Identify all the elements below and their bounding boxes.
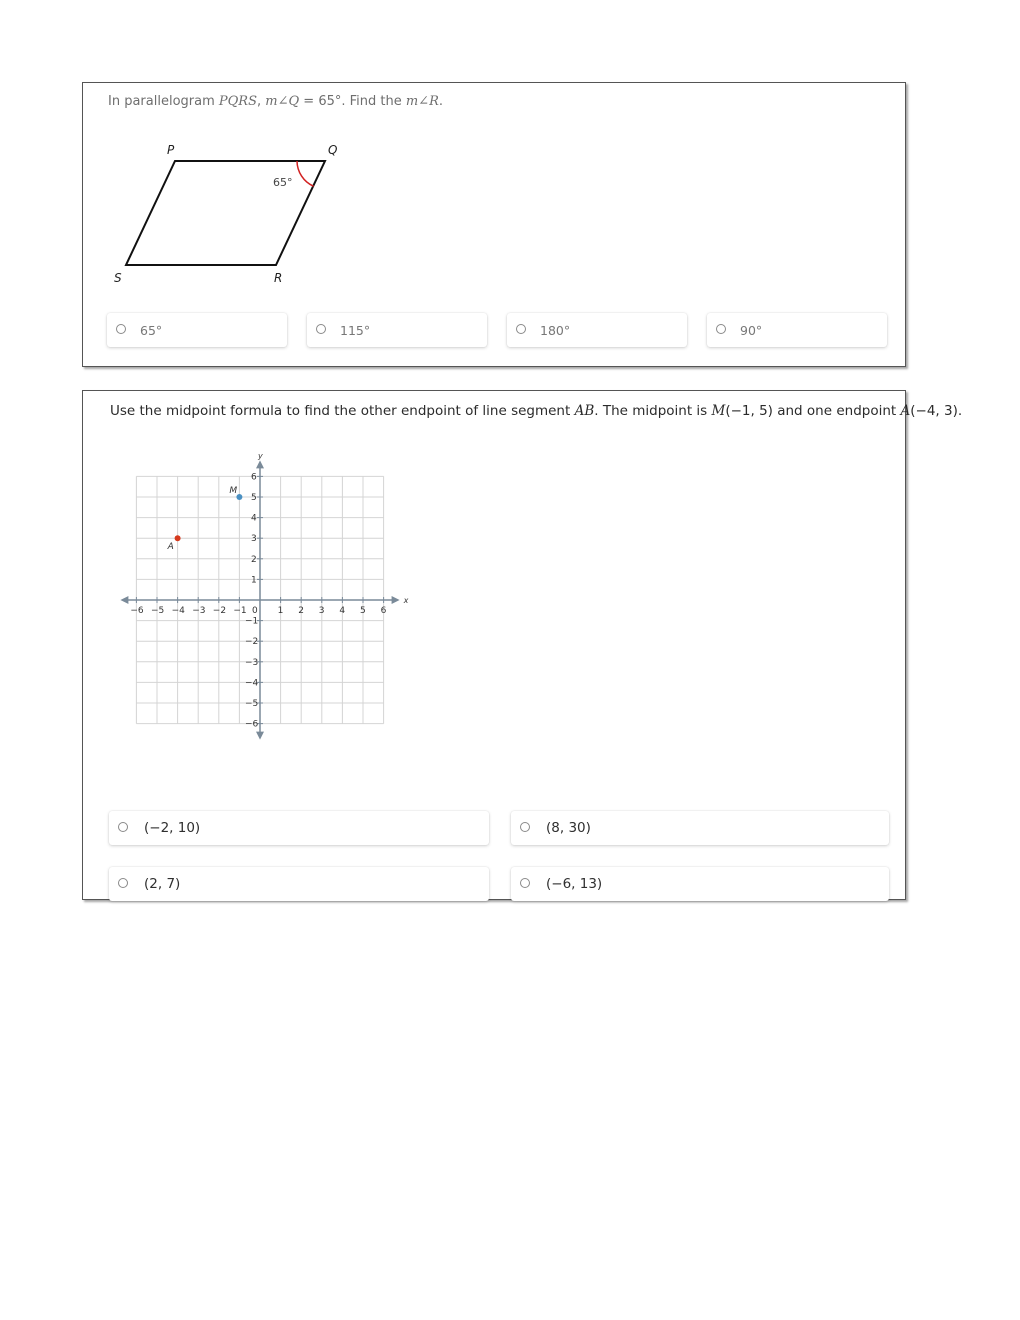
- x-tick-label: 6: [380, 606, 387, 616]
- x-axis-label: x: [403, 596, 409, 605]
- x-tick-label: 4: [339, 606, 346, 616]
- radio-button[interactable]: [520, 822, 530, 832]
- x-tick-label: 1: [277, 606, 284, 616]
- x-axis-arrow-right: [392, 596, 400, 604]
- radio-button[interactable]: [118, 822, 128, 832]
- vertex-label-s: S: [114, 271, 122, 285]
- vertex-label-r: R: [274, 271, 283, 285]
- coordinate-plane: [83, 391, 423, 751]
- answer-choice-8-30[interactable]: [511, 811, 889, 845]
- choice-label: 90°: [740, 323, 763, 338]
- angle-arc: [297, 161, 314, 186]
- choice-label: (−2, 10): [144, 820, 201, 836]
- y-tick-label: −1: [245, 616, 259, 627]
- point-a: [175, 535, 181, 541]
- question-prompt: In parallelogram PQRS, m∠Q = 65°. Find the m∠R.: [108, 94, 444, 109]
- y-tick-label: −3: [245, 657, 259, 668]
- answer-choice-neg2-10[interactable]: [109, 811, 489, 845]
- vertex-label-q: Q: [328, 143, 338, 157]
- y-tick-label: −2: [245, 637, 259, 648]
- y-tick-label: 3: [251, 534, 257, 545]
- y-tick-label: 4: [251, 513, 257, 524]
- radio-button[interactable]: [118, 878, 128, 888]
- answer-choice-65[interactable]: [107, 313, 287, 347]
- y-tick-label: 2: [251, 554, 257, 565]
- point-m: [236, 494, 242, 500]
- radio-button[interactable]: [516, 324, 526, 334]
- y-axis-arrow-up: [256, 460, 264, 468]
- y-tick-label: −4: [245, 678, 259, 689]
- choice-label: (2, 7): [144, 876, 181, 892]
- question-card-parallelogram: [82, 82, 906, 367]
- point-label-m: M: [229, 486, 238, 496]
- answer-choice-2-7[interactable]: [109, 867, 489, 901]
- x-tick-label: 3: [318, 606, 325, 616]
- radio-button[interactable]: [716, 324, 726, 334]
- answer-choice-90[interactable]: [707, 313, 887, 347]
- choice-label: 115°: [340, 323, 371, 338]
- choice-label: (−6, 13): [546, 876, 603, 892]
- x-tick-label: −1: [233, 606, 247, 616]
- x-tick-label: −4: [171, 606, 185, 616]
- x-tick-label: −6: [130, 606, 144, 616]
- choice-label: 65°: [140, 323, 163, 338]
- x-tick-label: −3: [192, 606, 206, 616]
- radio-button[interactable]: [116, 324, 126, 334]
- parallelogram-figure: [83, 83, 383, 293]
- vertex-label-p: P: [167, 143, 175, 157]
- x-tick-label: 0: [252, 606, 258, 616]
- question-card-midpoint: [82, 390, 963, 900]
- x-tick-label: 5: [360, 606, 366, 616]
- radio-button[interactable]: [520, 878, 530, 888]
- radio-button[interactable]: [316, 324, 326, 334]
- x-tick-label: 2: [298, 606, 304, 616]
- y-tick-label: 6: [251, 472, 257, 483]
- y-tick-label: −5: [245, 699, 259, 709]
- question-prompt: Use the midpoint formula to find the other endpoint of line segment AB. The midpoint is M(−1, 5) and one endpoint A(−4, 3).: [110, 403, 963, 419]
- y-tick-label: 1: [251, 575, 257, 586]
- answer-choice-115[interactable]: [307, 313, 487, 347]
- y-axis-label: y: [258, 451, 263, 461]
- x-axis-arrow-left: [120, 596, 128, 604]
- choice-label: (8, 30): [546, 820, 591, 836]
- answer-choice-180[interactable]: [507, 313, 687, 347]
- choice-label: 180°: [540, 323, 571, 338]
- parallelogram-shape: [126, 161, 325, 265]
- y-tick-label: −6: [245, 719, 259, 730]
- x-tick-label: −5: [151, 606, 165, 616]
- y-axis-arrow-down: [256, 732, 264, 740]
- x-tick-label: −2: [212, 606, 227, 616]
- angle-label: 65°: [273, 176, 293, 189]
- answer-choice-neg6-13[interactable]: [511, 867, 889, 901]
- y-tick-label: 5: [251, 493, 257, 503]
- point-label-a: A: [167, 542, 174, 553]
